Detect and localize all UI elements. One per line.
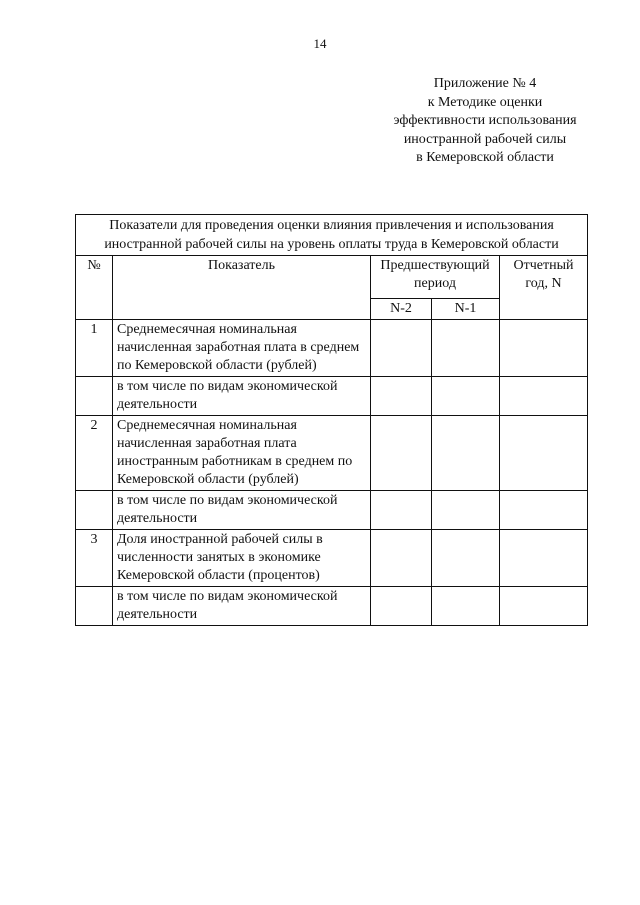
cell-n-2 (371, 491, 432, 530)
cell-reporting-year (500, 416, 588, 491)
row-indicator: в том числе по видам экономической деятельности (113, 587, 371, 626)
appendix-heading (360, 75, 610, 168)
cell-n-2 (371, 530, 432, 587)
appendix-line: иностранной рабочей силы (403, 131, 567, 147)
row-indicator: в том числе по видам экономической деятельности (113, 491, 371, 530)
table-row (76, 530, 588, 587)
cell-n-2 (371, 587, 432, 626)
table-row (76, 377, 588, 416)
cell-n-2 (371, 377, 432, 416)
row-number: 2 (76, 416, 113, 491)
table-row (76, 587, 588, 626)
row-indicator: Доля иностранной рабочей силы в численности занятых в экономике Кемеровской области (процентов) (113, 530, 371, 587)
row-indicator: Среднемесячная номинальная начисленная заработная плата в среднем по Кемеровской области (рублей) (113, 320, 371, 377)
row-number (76, 377, 113, 416)
table-caption-row (76, 215, 588, 256)
appendix-line: эффективности использования (393, 113, 577, 128)
table-row (76, 491, 588, 530)
cell-n-2 (371, 320, 432, 377)
row-number (76, 491, 113, 530)
cell-n-1 (432, 320, 500, 377)
appendix-line: в Кемеровской области (416, 150, 554, 165)
row-number: 1 (76, 320, 113, 377)
row-number: 3 (76, 530, 113, 587)
cell-reporting-year (500, 587, 588, 626)
row-indicator: в том числе по видам экономической деятельности (113, 377, 371, 416)
page-number: 14 (313, 36, 327, 51)
appendix-line: к Методике оценки (427, 94, 543, 110)
cell-n-1 (432, 491, 500, 530)
table-caption: Показатели для проведения оценки влияния привлечения и использования иностранной рабочей силы на уровень оплаты труда в Кемеровской области (76, 215, 588, 256)
cell-reporting-year (500, 530, 588, 587)
cell-n-1 (432, 587, 500, 626)
table-header-row (76, 256, 588, 299)
header-reporting-year: Отчетный год, N (500, 256, 588, 320)
table-row (76, 320, 588, 377)
cell-reporting-year (500, 320, 588, 377)
indicators-table (75, 214, 588, 626)
header-previous-period: Предшествующий период (371, 256, 500, 299)
table-row (76, 416, 588, 491)
cell-n-1 (432, 377, 500, 416)
cell-n-1 (432, 416, 500, 491)
row-indicator: Среднемесячная номинальная начисленная заработная плата иностранным работникам в среднем по Кемеровской области (рублей) (113, 416, 371, 491)
row-number (76, 587, 113, 626)
cell-reporting-year (500, 377, 588, 416)
header-n-2: N-2 (371, 299, 432, 320)
appendix-line: Приложение № 4 (433, 76, 537, 91)
cell-n-2 (371, 416, 432, 491)
header-indicator: Показатель (113, 256, 371, 320)
cell-reporting-year (500, 491, 588, 530)
header-number: № (76, 256, 113, 320)
cell-n-1 (432, 530, 500, 587)
header-n-1: N-1 (432, 299, 500, 320)
